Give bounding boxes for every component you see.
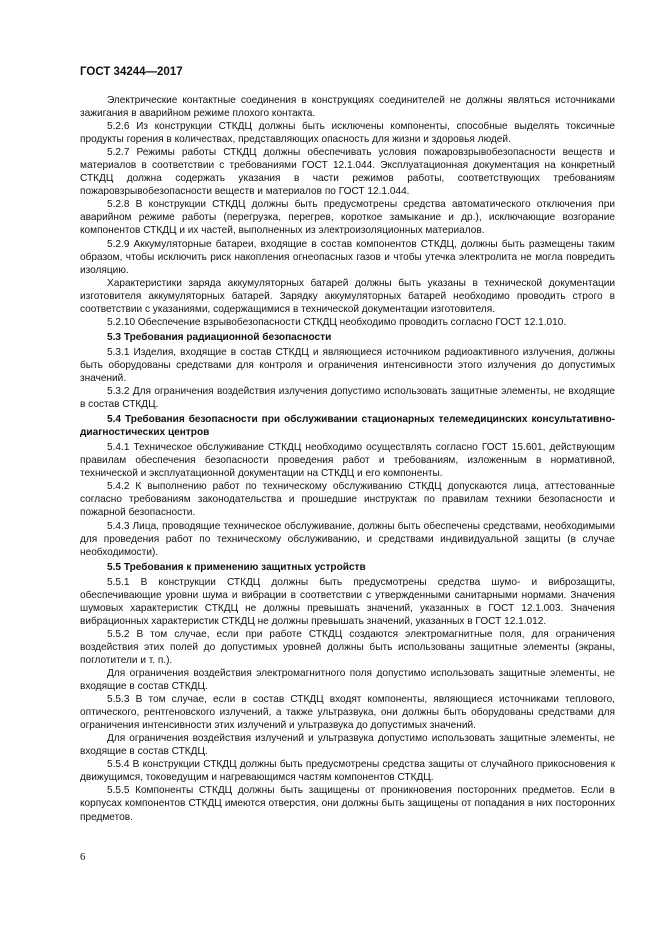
paragraph: Электрические контактные соединения в конструкциях соединителей не должны являться источниками зажигания в аварийном режиме плохого контакта. <box>80 95 615 120</box>
document-body <box>80 94 615 824</box>
clause-5-5-1: 5.5.1 В конструкции СТКДЦ должны быть предусмотрены средства шумо- и виброзащиты, обеспечивающие уровни шума и вибрации в соответствии с утвержденными санитарными нормами. Значения шумовых характеристик СТКДЦ не должны превышать значений, указанных в ГОСТ 12.1.003. Значения вибрационных характеристик СТКДЦ не должны превышать значений, указанных в ГОСТ 12.1.012. <box>80 576 615 627</box>
clause-5-3-2: 5.3.2 Для ограничения воздействия излучения допустимо использовать защитные элементы, не входящие в состав СТКДЦ. <box>80 386 615 411</box>
clause-5-5-3: 5.5.3 В том случае, если в состав СТКДЦ входят компоненты, являющиеся источниками теплового, оптического, рентгеновского излучений, а также ультразвука, они должны быть оборудованы средствами для ограничения интенсивности этих излучений и ультразвука до допустимых значений. <box>80 694 615 732</box>
section-heading-5-5: 5.5 Требования к применению защитных устройств <box>107 561 366 573</box>
clause-5-5-5: 5.5.5 Компоненты СТКДЦ должны быть защищены от проникновения посторонних предметов. Если в корпусах компонентов СТКДЦ имеются отверстия, они должны быть защищены от попадания в них посторонних предметов. <box>80 785 615 823</box>
clause-5-4-1: 5.4.1 Техническое обслуживание СТКДЦ необходимо осуществлять согласно ГОСТ 15.601, действующим правилам обеспечения безопасности проведения работ и требованиям, изложенным в нормативной, технической и эксплуатационной документации на СТКДЦ и его компоненты. <box>80 442 615 480</box>
clause-5-2-9: 5.2.9 Аккумуляторные батареи, входящие в состав компонентов СТКДЦ, должны быть размещены таким образом, чтобы исключить риск накопления огнеопасных газов и чтобы утечка электролита не могла повредить изоляцию. <box>80 238 615 276</box>
clause-5-4-3: 5.4.3 Лица, проводящие техническое обслуживание, должны быть обеспечены средствами, необходимыми для проведения работ по техническому обслуживанию, и средствами индивидуальной защиты (в случае необходимости). <box>80 520 615 558</box>
clause-5-2-8: 5.2.8 В конструкции СТКДЦ должны быть предусмотрены средства автоматического отключения при аварийном режиме работы (перегрузка, перегрев, короткое замыкание и др.), исключающие возгорание компонентов СТКДЦ и их частей, выполненных из электроизоляционных материалов. <box>80 199 615 237</box>
clause-5-2-7: 5.2.7 Режимы работы СТКДЦ должны обеспечивать условия пожаровзрывобезопасности веществ и материалов в соответствии с требованиями ГОСТ 12.1.044. Эксплуатационная документация на конкретный СТКДЦ должна содержать указания в части режимов работы, соответствующих требованиям пожаровзрывобезопасности веществ и материалов по ГОСТ 12.1.044. <box>80 147 615 198</box>
clause-5-5-4: 5.5.4 В конструкции СТКДЦ должны быть предусмотрены средства защиты от случайного прикосновения к движущимся, токоведущим и нагревающимся частям компонентов СТКДЦ. <box>80 759 615 784</box>
paragraph: Для ограничения воздействия излучений и ультразвука допустимо использовать защитные элементы, не входящие в состав СТКДЦ. <box>80 733 615 758</box>
clause-5-5-2: 5.5.2 В том случае, если при работе СТКДЦ создаются электромагнитные поля, для ограничения воздействия этих полей до допустимых уровней должны быть использованы защитные элементы (экраны, поглотители и т. п.). <box>80 628 615 666</box>
document-code: ГОСТ 34244—2017 <box>80 66 183 78</box>
clause-5-3-1: 5.3.1 Изделия, входящие в состав СТКДЦ и являющиеся источником радиоактивного излучения, должны быть оборудованы средствами для контроля и ограничения интенсивности этого излучения до допустимых значений. <box>80 346 615 384</box>
clause-5-2-6: 5.2.6 Из конструкции СТКДЦ должны быть исключены компоненты, способные выделять токсичные продукты горения в количествах, представляющих опасность для жизни и здоровья людей. <box>80 121 615 146</box>
section-heading-5-4: 5.4 Требования безопасности при обслуживании стационарных телемедицинских консультативно-диагностических центров <box>80 414 615 439</box>
section-heading-5-3: 5.3 Требования радиационной безопасности <box>107 331 332 343</box>
clause-5-2-10: 5.2.10 Обеспечение взрывобезопасности СТКДЦ необходимо проводить согласно ГОСТ 12.1.010. <box>107 316 567 328</box>
page-number: 6 <box>80 852 86 863</box>
clause-5-4-2: 5.4.2 К выполнению работ по техническому обслуживанию СТКДЦ допускаются лица, аттестованные согласно требованиям законодательства и прошедшие инструктаж по правилам техники безопасности и пожарной безопасности. <box>80 481 615 519</box>
paragraph: Для ограничения воздействия электромагнитного поля допустимо использовать защитные элементы, не входящие в состав СТКДЦ. <box>80 668 615 693</box>
paragraph: Характеристики заряда аккумуляторных батарей должны быть указаны в технической документации изготовителя аккумуляторных батарей. Зарядку аккумуляторных батарей необходимо проводить строго в соответствии с указаниями, содержащимися в технической документации изготовителя. <box>80 277 615 315</box>
